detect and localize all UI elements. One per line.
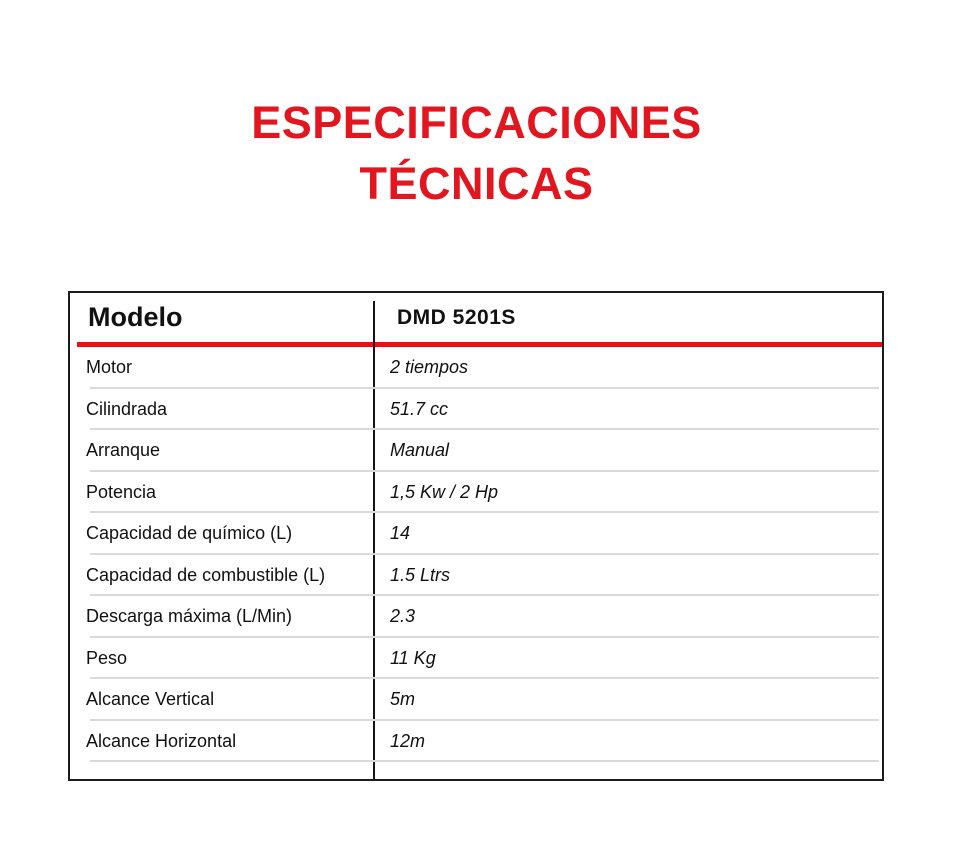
table-row bbox=[70, 430, 882, 472]
spec-value: 5m bbox=[390, 689, 416, 710]
table-body bbox=[70, 347, 882, 762]
spec-label: Potencia bbox=[86, 481, 157, 502]
spec-label: Motor bbox=[86, 357, 133, 378]
table-row bbox=[70, 389, 882, 431]
spec-label: Peso bbox=[86, 647, 128, 668]
spec-value: 51.7 cc bbox=[390, 398, 449, 419]
table-row bbox=[70, 638, 882, 680]
spec-label: Descarga máxima (L/Min) bbox=[86, 606, 293, 627]
spec-value: 1,5 Kw / 2 Hp bbox=[390, 481, 499, 502]
model-number-value: DMD 5201S bbox=[397, 305, 516, 329]
spec-label: Cilindrada bbox=[86, 398, 168, 419]
spec-value: Manual bbox=[390, 440, 450, 461]
spec-label: Arranque bbox=[86, 440, 161, 461]
model-header-label: Modelo bbox=[88, 302, 183, 332]
table-row bbox=[70, 555, 882, 597]
spec-value: 14 bbox=[390, 523, 411, 544]
table-header-row bbox=[70, 293, 882, 342]
page-title-line-1: ESPECIFICACIONES bbox=[251, 97, 702, 148]
table-row bbox=[70, 347, 882, 389]
spec-value: 2 tiempos bbox=[390, 357, 469, 378]
spec-value: 1.5 Ltrs bbox=[390, 564, 451, 585]
spec-label: Capacidad de combustible (L) bbox=[86, 564, 326, 585]
spec-value: 12m bbox=[390, 730, 426, 751]
table-row bbox=[70, 721, 882, 763]
spec-value: 2.3 bbox=[390, 606, 416, 627]
table-row bbox=[70, 513, 882, 555]
spec-label: Capacidad de químico (L) bbox=[86, 523, 293, 544]
spec-label: Alcance Horizontal bbox=[86, 730, 237, 751]
spec-value: 11 Kg bbox=[390, 647, 436, 668]
table-row bbox=[70, 596, 882, 638]
specifications-table bbox=[68, 291, 884, 781]
table-row bbox=[70, 679, 882, 721]
table-row bbox=[70, 472, 882, 514]
page-title-line-2: TÉCNICAS bbox=[359, 158, 594, 209]
page-title bbox=[0, 92, 953, 214]
spec-label: Alcance Vertical bbox=[86, 689, 215, 710]
